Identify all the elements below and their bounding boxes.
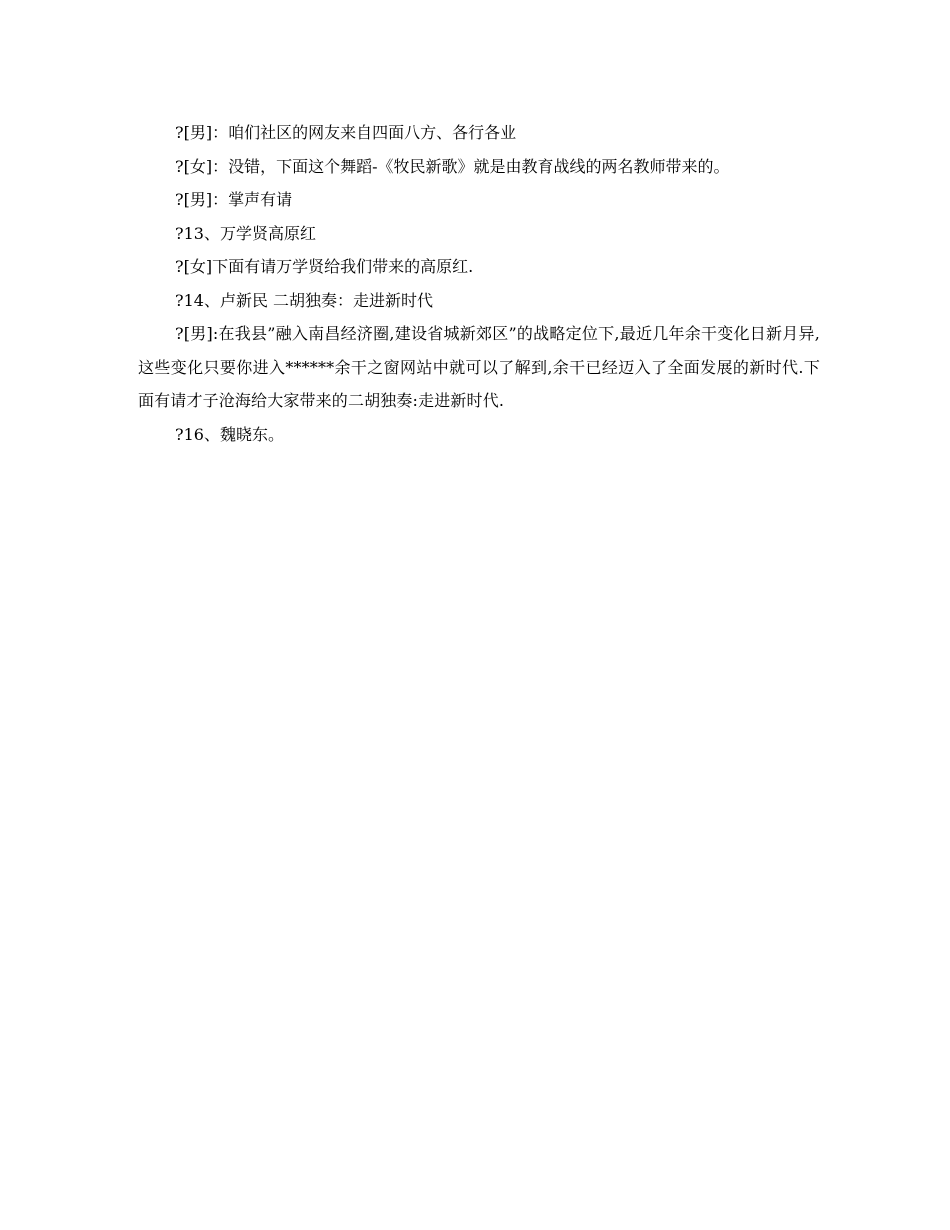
program-item-16: ?16、魏晓东。 xyxy=(175,424,284,444)
program-item-13: ?13、万学贤高原红 xyxy=(175,223,316,243)
document-body xyxy=(138,116,820,451)
paragraph-female-host-dance: ?[女]：没错，下面这个舞蹈-《牧民新歌》就是由教育战线的两名教师带来的。 xyxy=(175,156,730,176)
program-item-14: ?14、卢新民 二胡独奏：走进新时代 xyxy=(175,290,434,310)
paragraph-male-host-applause: ?[男]：掌声有请 xyxy=(175,190,293,209)
paragraph-female-host-item-13: ?[女]下面有请万学贤给我们带来的高原红. xyxy=(175,257,474,276)
paragraph-male-host-intro: ?[男]：咱们社区的网友来自四面八方、各行各业 xyxy=(175,123,517,142)
paragraph-male-host-item-14: ?[男]:在我县”融入南昌经济圈,建设省城新郊区”的战略定位下,最近几年余干变化日新月异,这些变化只要你进入******余干之窗网站中就可以了解到,余干已经迈入了全面发展的新时代.下面有请才子沧海给大家带来的二胡独奏:走进新时代. xyxy=(138,324,820,410)
